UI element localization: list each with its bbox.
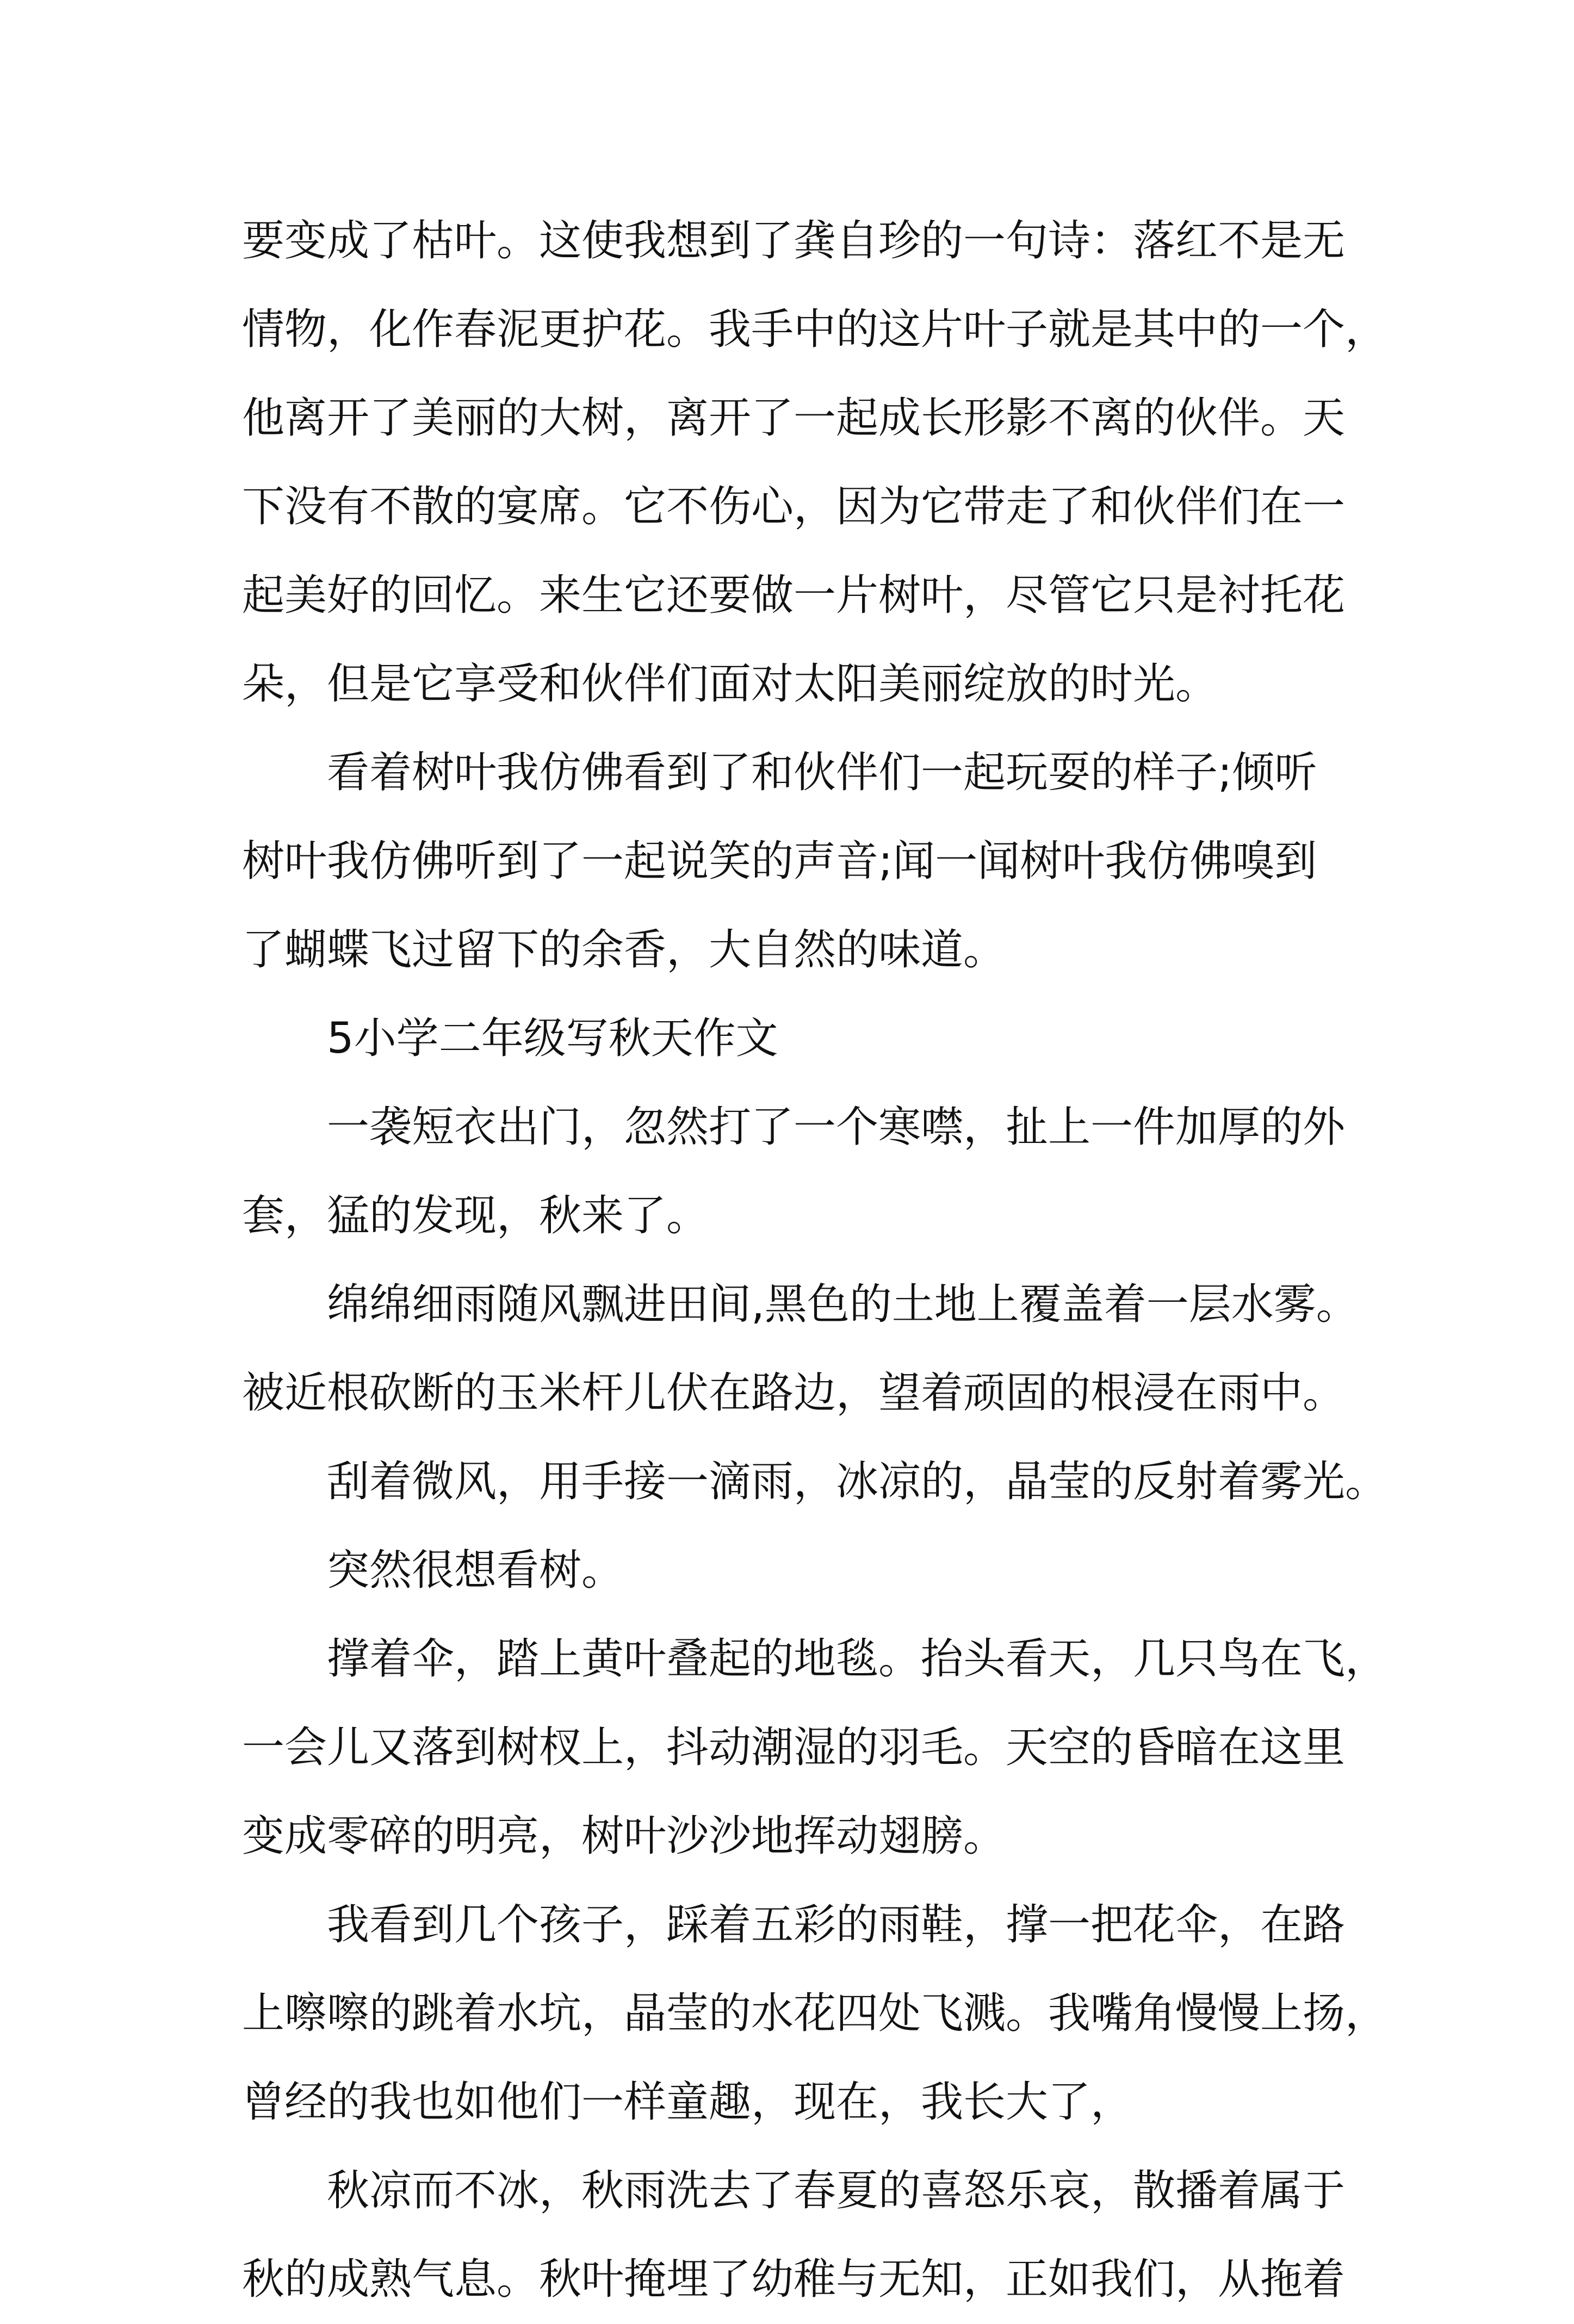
text-line: 他离开了美丽的大树，离开了一起成长形影不离的伙伴。天 bbox=[242, 394, 1346, 443]
text-line: 看着树叶我仿佛看到了和伙伴们一起玩耍的样子;倾听 bbox=[327, 748, 1317, 797]
text-line: 起美好的回忆。来生它还要做一片树叶，尽管它只是衬托花 bbox=[242, 571, 1346, 620]
text-line: 要变成了枯叶。这使我想到了龚自珍的一句诗：落红不是无 bbox=[242, 216, 1346, 265]
text-line: 树叶我仿佛听到了一起说笑的声音;闻一闻树叶我仿佛嗅到 bbox=[242, 837, 1317, 886]
text-line: 撑着伞，踏上黄叶叠起的地毯。抬头看天，几只鸟在飞， bbox=[327, 1635, 1388, 1683]
text-line: 一会儿又落到树杈上，抖动潮湿的羽毛。天空的昏暗在这里 bbox=[242, 1723, 1346, 1772]
text-line: 秋凉而不冰，秋雨洗去了春夏的喜怒乐哀，散播着属于 bbox=[327, 2166, 1346, 2215]
text-line: 被近根砍断的玉米杆儿伏在路边，望着顽固的根浸在雨中。 bbox=[242, 1369, 1346, 1418]
text-line: 下没有不散的宴席。它不伤心，因为它带走了和伙伴们在一 bbox=[242, 482, 1346, 531]
text-line: 朵，但是它享受和伙伴们面对太阳美丽绽放的时光。 bbox=[242, 660, 1218, 709]
text-line: 我看到几个孩子，踩着五彩的雨鞋，撑一把花伞，在路 bbox=[327, 1900, 1346, 1949]
text-line: 曾经的我也如他们一样童趣，现在，我长大了， bbox=[242, 2078, 1133, 2127]
text-line: 变成零碎的明亮，树叶沙沙地挥动翅膀。 bbox=[242, 1812, 1006, 1861]
text-line: 上嚓嚓的跳着水坑，晶莹的水花四处飞溅。我嘴角慢慢上扬， bbox=[242, 1989, 1388, 2038]
text-line: 刮着微风，用手接一滴雨，冰凉的，晶莹的反射着雾光。 bbox=[327, 1457, 1388, 1506]
text-line: 秋的成熟气息。秋叶掩埋了幼稚与无知，正如我们，从拖着 bbox=[242, 2255, 1346, 2304]
text-line: 情物，化作春泥更护花。我手中的这片叶子就是其中的一个， bbox=[242, 305, 1388, 354]
text-line: 5小学二年级写秋天作文 bbox=[327, 1014, 778, 1063]
text-line: 一袭短衣出门，忽然打了一个寒噤，扯上一件加厚的外 bbox=[327, 1103, 1346, 1152]
text-line: 绵绵细雨随风飘进田间,黑色的土地上覆盖着一层水雾。 bbox=[327, 1280, 1359, 1329]
text-line: 了蝴蝶飞过留下的余香，大自然的味道。 bbox=[242, 925, 1006, 974]
text-line: 突然很想看树。 bbox=[327, 1546, 624, 1595]
text-line: 套，猛的发现，秋来了。 bbox=[242, 1191, 709, 1240]
body-text bbox=[242, 197, 1388, 2324]
